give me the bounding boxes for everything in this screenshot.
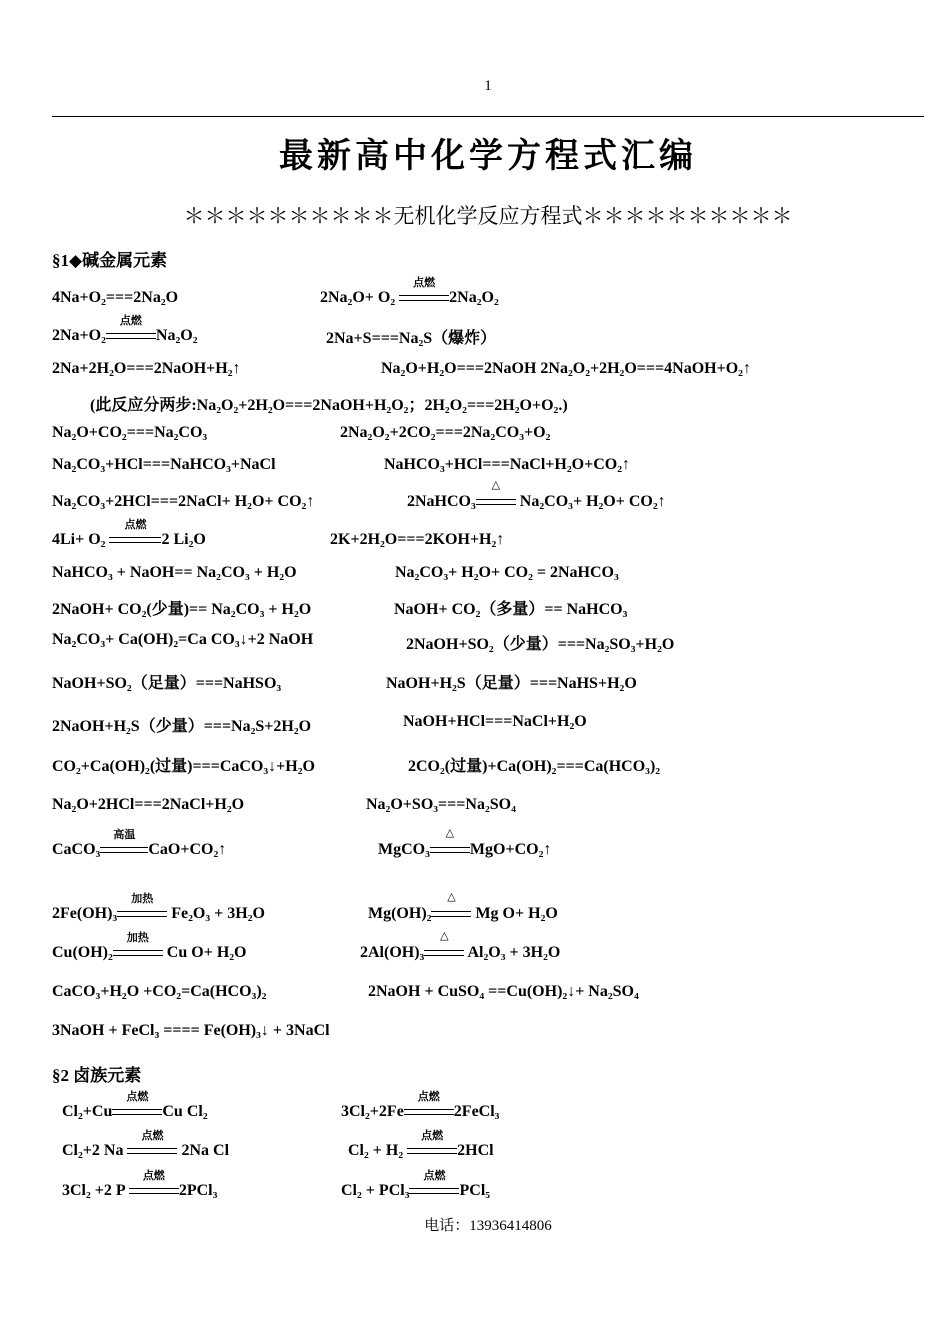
- equation: Na₂CO₃+ H₂O+ CO₂ = 2NaHCO₃: [395, 564, 619, 581]
- condition-arrow: 高温: [100, 841, 148, 859]
- equation: 2NaOH + CuSO₄ ==Cu(OH)₂↓+ Na₂SO₄: [368, 983, 639, 1000]
- equation: NaOH+ CO₂（多量）== NaHCO₃: [394, 601, 628, 618]
- equation: Mg(OH)₂ △ Mg O+ H₂O: [368, 890, 558, 922]
- condition-arrow: 点燃: [129, 1182, 179, 1200]
- condition-arrow: △: [431, 905, 471, 923]
- equation: Na₂O+2HCl===2NaCl+H₂O: [52, 796, 245, 813]
- equation: Na₂O+SO₃===Na₂SO₄: [366, 796, 516, 813]
- equation: Cl₂ + H₂ 点燃 2HCl: [348, 1129, 494, 1159]
- equation: 2NaOH+SO₂（少量）===Na₂SO₃+H₂O: [406, 636, 675, 653]
- equation: NaHCO₃ + NaOH== Na₂CO₃ + H₂O: [52, 564, 297, 581]
- equation: CO₂+Ca(OH)₂(过量)===CaCO₃↓+H₂O: [52, 758, 315, 775]
- condition-arrow: 加热: [117, 905, 167, 923]
- condition-arrow: △: [476, 493, 516, 511]
- condition-arrow: △: [430, 841, 470, 859]
- equation: 2Na₂O₂+2CO₂===2Na₂CO₃+O₂: [340, 424, 551, 441]
- condition-arrow: 点燃: [106, 327, 156, 345]
- equation: Cu(OH)₂ 加热 Cu O+ H₂O: [52, 931, 247, 961]
- equation: NaOH+H₂S（足量）===NaHS+H₂O: [386, 675, 637, 692]
- equation: 2Na+O₂ 点燃 Na₂O₂: [52, 314, 198, 344]
- equation: 2NaOH+H₂S（少量）===Na₂S+2H₂O: [52, 718, 312, 735]
- equation: 2Fe(OH)₃ 加热 Fe₂O₃ + 3H₂O: [52, 892, 265, 922]
- header-rule: [52, 116, 924, 117]
- equation: Cl₂+Cu 点燃 Cu Cl₂: [62, 1090, 208, 1120]
- equation-note: (此反应分两步:Na₂O₂+2H₂O===2NaOH+H₂O₂；2H₂O₂===2H₂O+O₂.): [90, 397, 568, 414]
- condition-arrow: 点燃: [399, 289, 449, 307]
- equation: NaOH+HCl===NaCl+H₂O: [403, 713, 587, 730]
- condition-arrow: 加热: [113, 944, 163, 962]
- equation: Na₂O+H₂O===2NaOH 2Na₂O₂+2H₂O===4NaOH+O₂↑: [381, 360, 751, 377]
- section-2-title: §2 卤族元素: [52, 1066, 142, 1085]
- condition-arrow: 点燃: [127, 1142, 177, 1160]
- page-title: 最新高中化学方程式汇编: [279, 138, 697, 175]
- equation: 3NaOH + FeCl₃ ==== Fe(OH)₃↓ + 3NaCl: [52, 1022, 330, 1039]
- equation: Na₂O+CO₂===Na₂CO₃: [52, 424, 208, 441]
- equation: 2Na₂O+ O₂ 点燃 2Na₂O₂: [320, 276, 499, 306]
- equation: 4Na+O₂===2Na₂O: [52, 289, 179, 306]
- equation: 2NaOH+ CO₂(少量)== Na₂CO₃ + H₂O: [52, 601, 312, 618]
- equation: 4Li+ O₂ 点燃 2 Li₂O: [52, 518, 206, 548]
- condition-arrow: 点燃: [409, 1182, 459, 1200]
- equation: CaCO₃ 高温 CaO+CO₂↑: [52, 828, 227, 858]
- subtitle: ＊＊＊＊＊＊＊＊＊＊无机化学反应方程式＊＊＊＊＊＊＊＊＊＊: [183, 204, 793, 228]
- condition-arrow: 点燃: [407, 1142, 457, 1160]
- condition-arrow: 点燃: [112, 1103, 162, 1121]
- footer-phone: 电话：13936414806: [424, 1218, 552, 1234]
- condition-arrow: △: [424, 944, 464, 962]
- equation: Na₂CO₃+ Ca(OH)₂=Ca CO₃↓+2 NaOH: [52, 631, 314, 648]
- equation: Cl₂ + PCl₃ 点燃 PCl₅: [341, 1169, 491, 1199]
- equation: MgCO₃ △ MgO+CO₂↑: [378, 826, 552, 858]
- section-1-title: §1◆碱金属元素: [52, 251, 168, 270]
- condition-arrow: 点燃: [404, 1103, 454, 1121]
- equation: 2Na+S===Na₂S（爆炸）: [326, 330, 497, 347]
- equation: NaOH+SO₂（足量）===NaHSO₃: [52, 675, 282, 692]
- equation: CaCO₃+H₂O +CO₂=Ca(HCO₃)₂: [52, 983, 267, 1000]
- equation: NaHCO₃+HCl===NaCl+H₂O+CO₂↑: [384, 456, 630, 473]
- equation: 3Cl₂+2Fe 点燃 2FeCl₃: [341, 1090, 500, 1120]
- equation: Na₂CO₃+HCl===NaHCO₃+NaCl: [52, 456, 276, 473]
- equation: 2NaHCO₃ △ Na₂CO₃+ H₂O+ CO₂↑: [407, 478, 666, 510]
- equation: 2K+2H₂O===2KOH+H₂↑: [330, 531, 505, 548]
- page-number: 1: [484, 78, 492, 94]
- equation: Cl₂+2 Na 点燃 2Na Cl: [62, 1129, 230, 1159]
- equation: 3Cl₂ +2 P 点燃 2PCl₃: [62, 1169, 218, 1199]
- condition-arrow: 点燃: [109, 531, 161, 549]
- equation: 2Al(OH)₃ △ Al₂O₃ + 3H₂O: [360, 929, 561, 961]
- equation: 2Na+2H₂O===2NaOH+H₂↑: [52, 360, 241, 377]
- equation: Na₂CO₃+2HCl===2NaCl+ H₂O+ CO₂↑: [52, 493, 315, 510]
- equation: 2CO₂(过量)+Ca(OH)₂===Ca(HCO₃)₂: [408, 758, 661, 775]
